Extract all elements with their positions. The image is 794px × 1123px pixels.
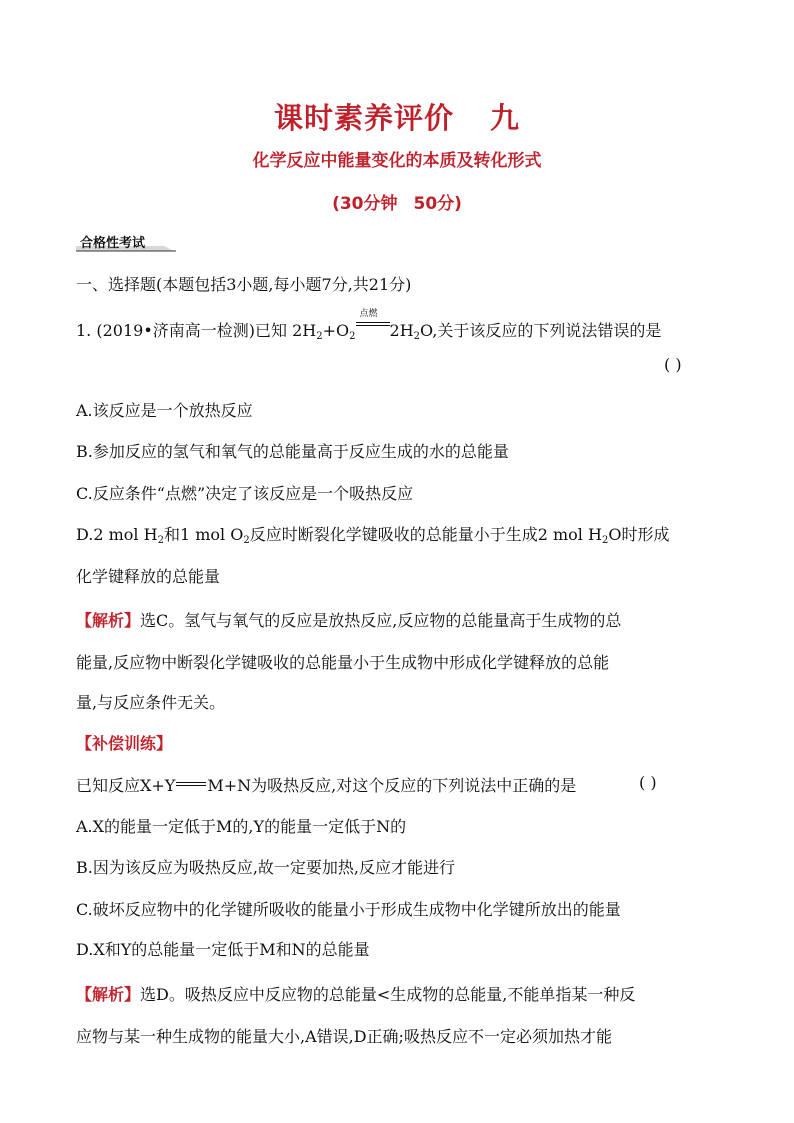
time-score-info <box>0 189 794 214</box>
question-1-tail: O,关于该反应的下列说法错误的是 <box>420 321 662 340</box>
option-d: D.2 mol $H_2$和1 mol $O_2$反应时断裂化学键吸收的总能量小于生成2 mol $H_2O$时形成 <box>76 525 670 546</box>
analysis-tag: 【解析】 <box>76 611 141 630</box>
extra-option-c: C.破坏反应物中的化学键所吸收的能量小于形成生成物中化学键所放出的能量 <box>76 900 621 919</box>
analysis-1-line1: 【解析】选C。氢气与氧气的反应是放热反应,反应物的总能量高于生成物的总 <box>76 611 622 630</box>
extra-option-d: D.X和Y的总能量一定低于M和N的总能量 <box>76 940 370 959</box>
analysis-2-line1: 【解析】选D。吸热反应中反应物的总能量<生成物的总能量,不能单指某一种反 <box>76 985 636 1004</box>
reaction-arrow <box>356 309 390 336</box>
part-heading: 一、选择题(本题包括3小题,每小题7分,共21分) <box>76 275 412 294</box>
title-main: 课时素养评价 <box>273 101 454 135</box>
equation: $2H_2+O_2$ 点燃 $2H_2$ <box>292 321 420 340</box>
section-tag <box>76 232 176 252</box>
extra-option-a: A.X的能量一定低于M的,Y的能量一定低于N的 <box>76 817 407 836</box>
option-d-line2: 化学键释放的总能量 <box>76 567 221 586</box>
answer-blank-2[interactable]: ( ) <box>639 773 657 792</box>
supplementary-tag: 【补偿训练】 <box>76 734 173 753</box>
page-subtitle: 化学反应中能量变化的本质及转化形式 <box>252 151 542 171</box>
extra-question-stem: 已知反应X+Y M+N为吸热反应,对这个反应的下列说法中正确的是 <box>76 776 577 795</box>
analysis-1-line3: 量,与反应条件无关。 <box>76 693 226 712</box>
analysis-tag-2: 【解析】 <box>76 985 141 1004</box>
option-c: C.反应条件“点燃”决定了该反应是一个吸热反应 <box>76 484 414 503</box>
equal-sign <box>176 782 206 786</box>
title-number: 九 <box>490 101 521 135</box>
answer-blank-1[interactable]: ( ) <box>664 355 682 374</box>
page-title <box>0 96 794 137</box>
option-b: B.参加反应的氢气和氧气的总能量高于反应生成的水的总能量 <box>76 442 509 461</box>
option-a: A.该反应是一个放热反应 <box>76 401 253 420</box>
analysis-2-line2: 应物与某一种生成物的能量大小,A错误,D正确;吸热反应不一定必须加热才能 <box>76 1027 612 1046</box>
question-1-number: 1. <box>76 321 92 340</box>
section-label: 合格性考试 <box>80 236 146 251</box>
time-minutes: (30分钟 <box>332 194 398 214</box>
question-1-meta: (2019•济南高一检测)已知 <box>96 321 288 340</box>
extra-option-b: B.因为该反应为吸热反应,故一定要加热,反应才能进行 <box>76 858 456 877</box>
question-1-stem <box>76 309 662 342</box>
time-score: 50分) <box>413 194 462 214</box>
reaction-condition: 点燃 <box>359 309 378 319</box>
analysis-1-line2: 能量,反应物中断裂化学键吸收的总能量小于生成物中形成化学键释放的总能 <box>76 653 610 672</box>
